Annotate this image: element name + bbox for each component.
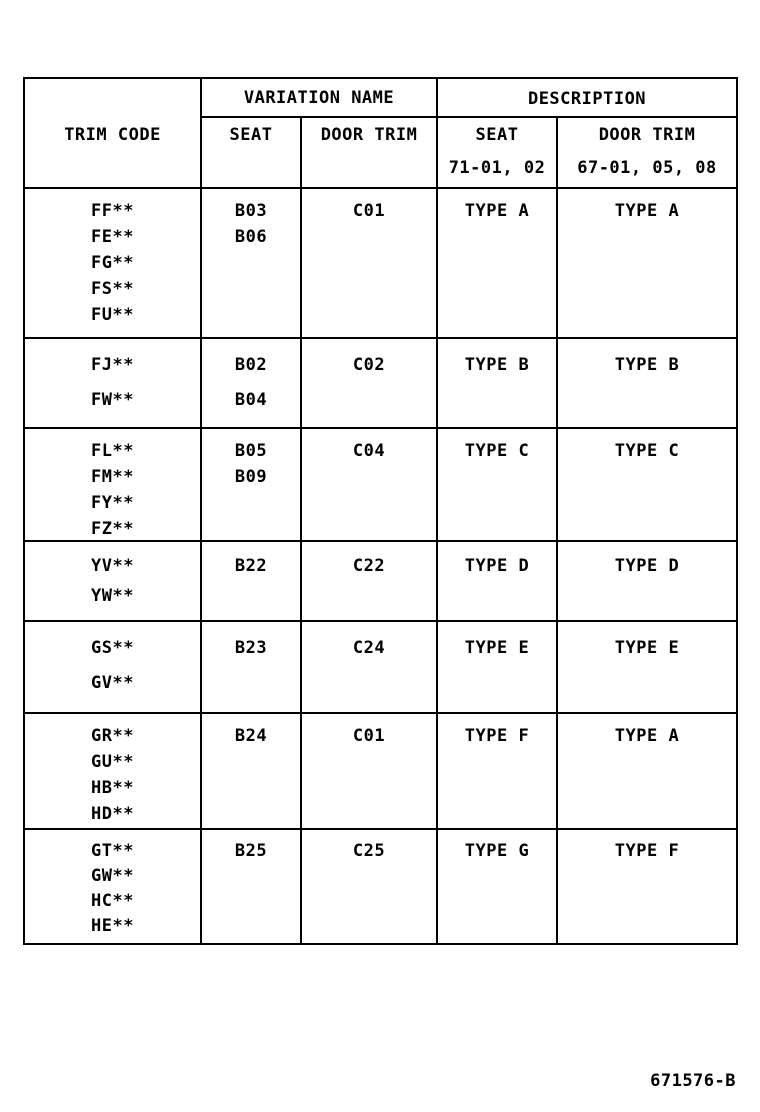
- variation-seat-list: [201, 348, 301, 418]
- reference-number: 671576-B: [650, 1071, 736, 1091]
- table-border-top: [24, 77, 738, 79]
- header-trim-code: TRIM CODE: [64, 125, 161, 145]
- description-seat-type: TYPE B: [464, 355, 530, 375]
- variation-seat-list: [201, 551, 301, 581]
- trim-code-list-line: HD**: [91, 804, 134, 824]
- trim-code-list-line: HC**: [91, 891, 134, 911]
- header-variation-seat: SEAT: [229, 125, 273, 145]
- column-divider: [556, 117, 558, 945]
- trim-code-list: [24, 551, 201, 611]
- description-seat-type: TYPE D: [464, 556, 530, 576]
- trim-code-list-line: HE**: [91, 916, 134, 936]
- trim-code-list-line: FY**: [91, 493, 134, 513]
- variation-seat-list-line: B23: [234, 638, 268, 658]
- variation-seat-list-line: B22: [234, 556, 268, 576]
- description-seat-type: TYPE E: [464, 638, 530, 658]
- variation-seat-list-line: B02: [234, 355, 268, 375]
- trim-code-list-line: GR**: [91, 726, 134, 746]
- variation-seat-list: [201, 631, 301, 666]
- description-door-trim-type: TYPE A: [614, 201, 680, 221]
- row-divider: [24, 337, 738, 339]
- trim-code-list: [24, 723, 201, 827]
- header-description-seat: SEAT: [475, 125, 519, 145]
- description-seat-type: TYPE G: [464, 841, 530, 861]
- trim-code-list-line: YW**: [91, 586, 134, 606]
- header-description-door-trim: DOOR TRIM: [598, 125, 696, 145]
- description-seat-type: TYPE F: [464, 726, 530, 746]
- table-border-left: [23, 77, 25, 945]
- variation-door-trim: C22: [352, 556, 386, 576]
- header-description-door-trim-ref: 67-01, 05, 08: [577, 158, 717, 178]
- header-description-seat-ref: 71-01, 02: [448, 158, 546, 178]
- variation-seat-list-line: B24: [234, 726, 268, 746]
- trim-code-list-line: FU**: [91, 305, 134, 325]
- variation-seat-list-line: B05: [234, 441, 268, 461]
- description-door-trim-type: TYPE C: [614, 441, 680, 461]
- description-door-trim-type: TYPE A: [614, 726, 680, 746]
- trim-code-list: [24, 438, 201, 542]
- column-divider: [300, 117, 302, 945]
- header-description: DESCRIPTION: [527, 89, 647, 109]
- trim-code-list-line: YV**: [91, 556, 134, 576]
- header-subdivider: [201, 116, 738, 118]
- variation-seat-list: [201, 723, 301, 749]
- trim-code-list-line: FE**: [91, 227, 134, 247]
- variation-door-trim: C01: [352, 201, 386, 221]
- trim-code-list-line: FW**: [91, 390, 134, 410]
- row-divider: [24, 828, 738, 830]
- description-seat-type: TYPE A: [464, 201, 530, 221]
- variation-seat-list-line: B09: [234, 467, 268, 487]
- row-divider: [24, 620, 738, 622]
- description-door-trim-type: TYPE D: [614, 556, 680, 576]
- header-variation-name: VARIATION NAME: [243, 88, 395, 108]
- variation-seat-list-line: B25: [234, 841, 268, 861]
- variation-seat-list: [201, 438, 301, 490]
- trim-code-list: [24, 198, 201, 328]
- trim-code-list-line: FL**: [91, 441, 134, 461]
- description-door-trim-type: TYPE B: [614, 355, 680, 375]
- trim-code-list-line: FM**: [91, 467, 134, 487]
- description-door-trim-type: TYPE F: [614, 841, 680, 861]
- trim-code-list-line: FJ**: [91, 355, 134, 375]
- trim-code-list: [24, 631, 201, 701]
- table-border-right: [736, 77, 738, 945]
- trim-code-list-line: GU**: [91, 752, 134, 772]
- header-variation-door-trim: DOOR TRIM: [320, 125, 418, 145]
- variation-seat-list-line: B04: [234, 390, 268, 410]
- variation-door-trim: C25: [352, 841, 386, 861]
- column-divider: [200, 77, 202, 945]
- variation-door-trim: C24: [352, 638, 386, 658]
- variation-seat-list: [201, 198, 301, 250]
- trim-code-list-line: GW**: [91, 866, 134, 886]
- variation-door-trim: C02: [352, 355, 386, 375]
- column-divider: [436, 77, 438, 945]
- variation-door-trim: C04: [352, 441, 386, 461]
- row-divider: [24, 540, 738, 542]
- trim-code-list-line: FF**: [91, 201, 134, 221]
- trim-code-list: [24, 839, 201, 939]
- variation-door-trim: C01: [352, 726, 386, 746]
- trim-code-list-line: GS**: [91, 638, 134, 658]
- variation-seat-list: [201, 839, 301, 864]
- trim-code-list-line: HB**: [91, 778, 134, 798]
- trim-code-list-line: FG**: [91, 253, 134, 273]
- row-divider: [24, 712, 738, 714]
- row-divider: [24, 187, 738, 189]
- row-divider: [24, 943, 738, 945]
- trim-code-list-line: GV**: [91, 673, 134, 693]
- variation-seat-list-line: B06: [234, 227, 268, 247]
- description-door-trim-type: TYPE E: [614, 638, 680, 658]
- trim-code-list-line: FZ**: [91, 519, 134, 539]
- description-seat-type: TYPE C: [464, 441, 530, 461]
- row-divider: [24, 427, 738, 429]
- trim-code-list-line: FS**: [91, 279, 134, 299]
- trim-code-list-line: GT**: [91, 841, 134, 861]
- trim-code-list: [24, 348, 201, 418]
- variation-seat-list-line: B03: [234, 201, 268, 221]
